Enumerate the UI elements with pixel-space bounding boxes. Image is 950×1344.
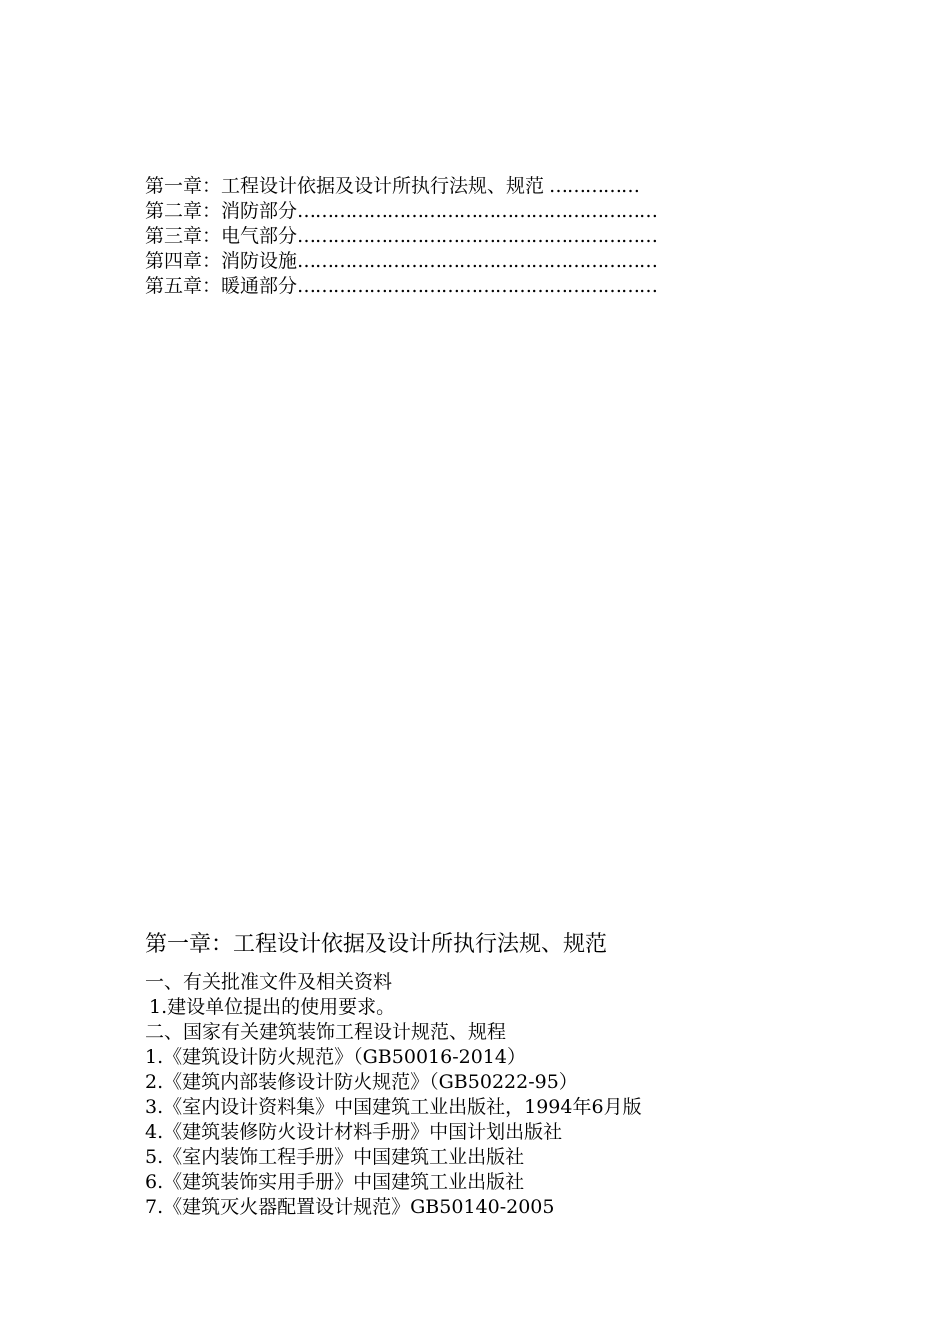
toc-entry-label: 第四章：消防设施 <box>145 250 298 272</box>
toc-entry-label: 第二章：消防部分 <box>145 200 298 222</box>
toc-entry-chapter-2[interactable] <box>145 199 785 224</box>
table-of-contents <box>145 174 785 299</box>
toc-entry-chapter-5[interactable] <box>145 274 785 299</box>
list-item: 1.《建筑设计防火规范》（GB50016-2014） <box>145 1046 526 1068</box>
toc-dot-leader: …………… <box>544 175 640 197</box>
toc-dot-leader: …………………………………………………… <box>297 225 658 247</box>
chapter-title: 第一章：工程设计依据及设计所执行法规、规范 <box>145 932 608 957</box>
toc-entry-label: 第五章：暖通部分 <box>145 275 298 297</box>
toc-entry-label: 第一章：工程设计依据及设计所执行法规、规范 <box>145 175 545 197</box>
chapter-1-section <box>145 930 845 1220</box>
toc-entry-chapter-3[interactable] <box>145 224 785 249</box>
list-item: 2.《建筑内部装修设计防火规范》（GB50222-95） <box>145 1071 578 1093</box>
section-heading-approval-documents: 一、有关批准文件及相关资料 <box>145 971 393 993</box>
toc-entry-label: 第三章：电气部分 <box>145 225 298 247</box>
list-item: 3.《室内设计资料集》中国建筑工业出版社，1994年6月版 <box>145 1096 642 1118</box>
list-item: 1.建设单位提出的使用要求。 <box>149 996 396 1018</box>
list-item: 5.《室内装饰工程手册》中国建筑工业出版社 <box>145 1146 525 1168</box>
list-item: 7.《建筑灭火器配置设计规范》GB50140-2005 <box>145 1196 555 1218</box>
toc-entry-chapter-4[interactable] <box>145 249 785 274</box>
list-item: 6.《建筑装饰实用手册》中国建筑工业出版社 <box>145 1171 525 1193</box>
toc-entry-chapter-1[interactable] <box>145 174 785 199</box>
section-heading-national-codes: 二、国家有关建筑装饰工程设计规范、规程 <box>145 1021 507 1043</box>
toc-dot-leader: …………………………………………………… <box>297 250 658 272</box>
list-item: 4.《建筑装修防火设计材料手册》中国计划出版社 <box>145 1121 563 1143</box>
toc-dot-leader: …………………………………………………… <box>297 200 658 222</box>
toc-dot-leader: …………………………………………………… <box>297 275 658 297</box>
